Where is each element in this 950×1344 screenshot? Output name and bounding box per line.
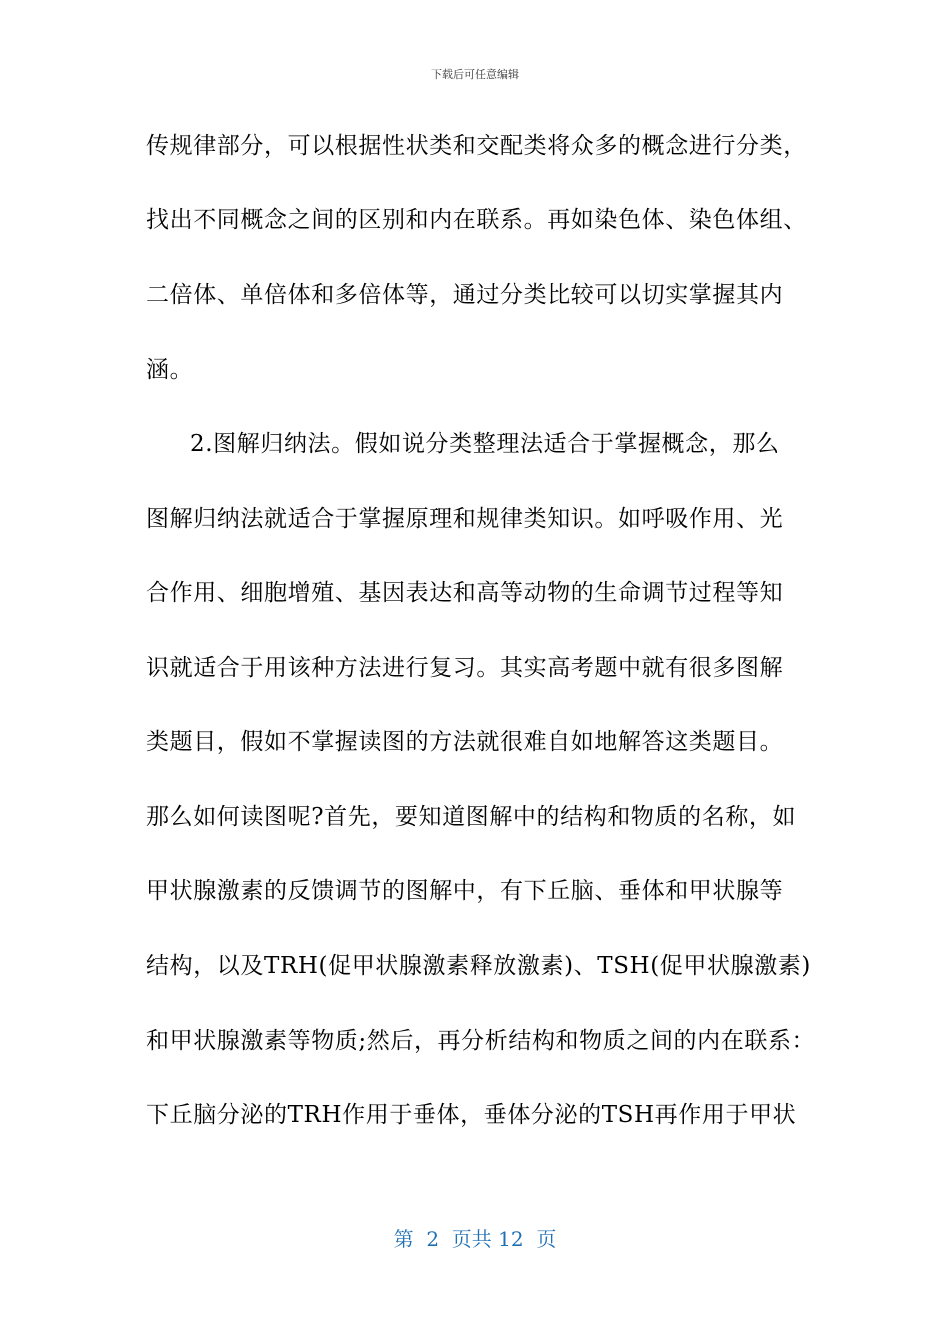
text-line: 类题目，假如不掌握读图的方法就很难自如地解答这类题目。 [146,729,784,755]
page-header-note: 下载后可任意编辑 [431,68,519,81]
text-line: 甲状腺激素的反馈调节的图解中，有下丘脑、垂体和甲状腺等 [146,878,784,904]
text-line: 2.图解归纳法。假如说分类整理法适合于掌握概念，那么 [190,431,780,457]
text-line: 结构，以及TRH(促甲状腺激素释放激素)、TSH(促甲状腺激素) [146,953,811,979]
text-line: 二倍体、单倍体和多倍体等，通过分类比较可以切实掌握其内 [146,282,784,308]
text-line: 合作用、细胞增殖、基因表达和高等动物的生命调节过程等知 [146,580,784,606]
text-line: 找出不同概念之间的区别和内在联系。再如染色体、染色体组、 [146,207,807,233]
text-line: 和甲状腺激素等物质;然后，再分析结构和物质之间的内在联系： [146,1028,816,1054]
text-line: 那么如何读图呢?首先，要知道图解中的结构和物质的名称，如 [146,804,797,830]
text-line: 下丘脑分泌的TRH作用于垂体，垂体分泌的TSH再作用于甲状 [146,1102,797,1128]
page-number-footer: 第 2 页共 12 页 [393,1227,557,1251]
text-line: 涵。 [146,357,194,383]
text-line: 图解归纳法就适合于掌握原理和规律类知识。如呼吸作用、光 [146,506,784,532]
text-line: 识就适合于用该种方法进行复习。其实高考题中就有很多图解 [146,655,784,681]
text-line: 传规律部分，可以根据性状类和交配类将众多的概念进行分类， [146,133,807,159]
